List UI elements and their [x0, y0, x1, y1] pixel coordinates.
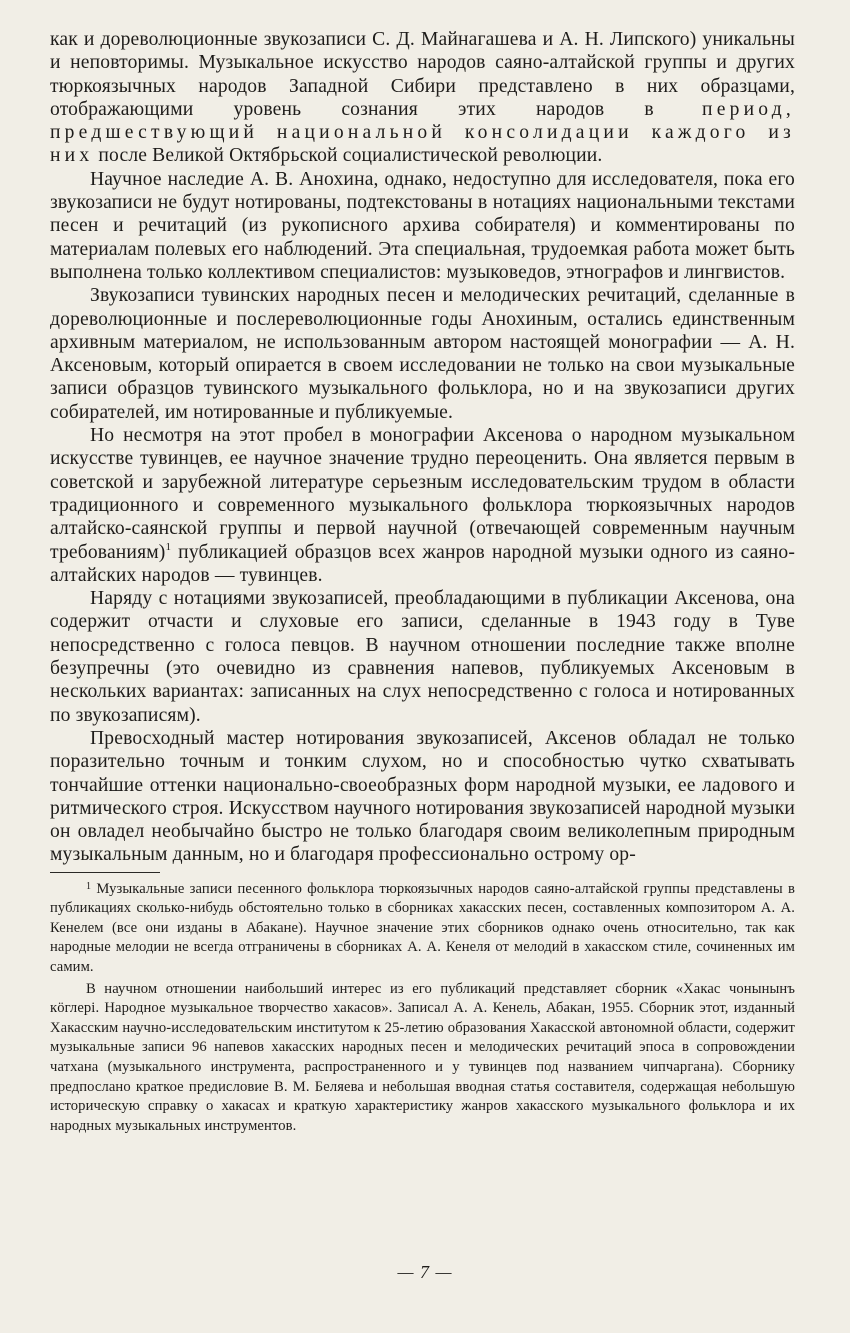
- paragraph-4: [50, 424, 795, 587]
- footnote-1: [50, 880, 795, 978]
- page-number: — 7 —: [397, 1262, 453, 1282]
- paragraph-4-end: публикацией образцов всех жанров народной музыки одного из саяно-алтайских народов — тувинцев.: [50, 541, 795, 586]
- footnote-divider: [50, 872, 160, 873]
- paragraph-1-start: как и дореволюционные звукозаписи С. Д. Майнагашева и А. Н. Липского) уникальны и неповторимы. Музыкальное искусство народов саяно-алтайской группы и других тюркоязычных народов Западной Сибири представлено в них образцами, отображающими уровень сознания этих народов: [50, 29, 795, 120]
- paragraph-3: Звукозаписи тувинских народных песен и мелодических речитаций, сделанные в дореволюционные и послереволюционные годы Анохиным, остались единственным архивным материалом, не использованным автором настоящей монографии — А. Н. Аксеновым, который опирается в своем исследовании не только на свои музыкальные записи образцов тувинского музыкального фольклора, но и на звукозаписи других собирателей, им нотированные и публикуемые.: [50, 285, 795, 423]
- footnote-ref-1: 1: [165, 540, 172, 553]
- paragraph-1-spaced-emphasis: в период, предшествующий национальной консолидации каждого из них: [50, 98, 795, 167]
- paragraph-5: Наряду с нотациями звукозаписей, преобладающими в публикации Аксенова, она содержит отчасти и слуховые его записи, сделанные в 1943 году в Туве непосредственно с голоса певцов. В научном отношении последние также вполне безупречны (это очевидно из сравнения напевов, публикуемых Аксеновым в нескольких вариантах: записанных на слух непосредственно с голоса и нотированных по звукозаписям).: [50, 588, 795, 726]
- paragraph-6: Превосходный мастер нотирования звукозаписей, Аксенов обладал не только поразительно точным и тонким слухом, но и способностью чутко схватывать тончайшие оттенки национально-своеобразных форм народной музыки, ее ладового и ритмического строя. Искусством научного нотирования звукозаписей народной музыки он овладел необычайно быстро не только благодаря своим великолепным природным музыкальным данным, но и благодаря профессионально острому ор-: [50, 727, 795, 866]
- footnote-1-continuation: В научном отношении наибольший интерес из его публикаций представляет сборник «Хакас чонынынъ кӧглерi. Народное музыкальное творчество хакасов». Записал А. А. Кенель, Абакан, 1955. Сборник этот, изданный Хакасским научно-исследовательским институтом к 25-летию образования Хакасской автономной области, содержит музыкальные записи 96 напевов хакасских народных песен и мелодических речитаций эпоса в сопровождении чатхана (музыкального инструмента, распространенного и у тувинцев под названием чипчаргана). Сборнику предпослано краткое предисловие В. М. Беляева и небольшая вводная статья составителя, содержащая небольшую историческую справку о хакасах и краткую характеристику жанров хакасского музыкального фольклора и их народных музыкальных инструментов.: [50, 980, 795, 1134]
- paragraph-1-end: после Великой Октябрьской социалистической революции.: [93, 145, 603, 167]
- paragraph-4-start: Но несмотря на этот пробел в монографии Аксенова о народном музыкальном искусстве тувинцев, ее научное значение трудно переоценить. Она является первым в советской и зарубежной литературе серьезным исследовательским трудом в области традиционного и современного музыкального фольклора тюркоязычных народов алтайско-саянской группы и первой научной (отвечающей современным научным требованиям): [50, 425, 795, 563]
- footnote-1-text: Музыкальные записи песенного фольклора тюркоязычных народов саяно-алтайской группы представлены в публикациях сколько-нибудь обстоятельно только в сборниках хакасских песен, составленных композитором А. А. Кенелем (все они изданы в Абакане). Научное значение этих сборников однако очень относительно, так как народные мелодии не всегда отграничены в сборниках А. А. Кенеля от мелодий в хакасском стиле, сочиненных им самим.: [50, 880, 795, 976]
- footnote-1-marker: 1: [86, 880, 92, 892]
- paragraph-2: Научное наследие А. В. Анохина, однако, недоступно для исследователя, пока его звукозаписи не будут нотированы, подтекстованы в нотациях национальными текстами песен и речитаций (из рукописного архива собирателя) и комментированы по материалам полевых его наблюдений. Эта специальная, трудоемкая работа может быть выполнена только коллективом специалистов: музыковедов, этнографов и лингвистов.: [50, 168, 795, 283]
- page-body: [50, 28, 795, 1136]
- paragraph-1: [50, 28, 795, 168]
